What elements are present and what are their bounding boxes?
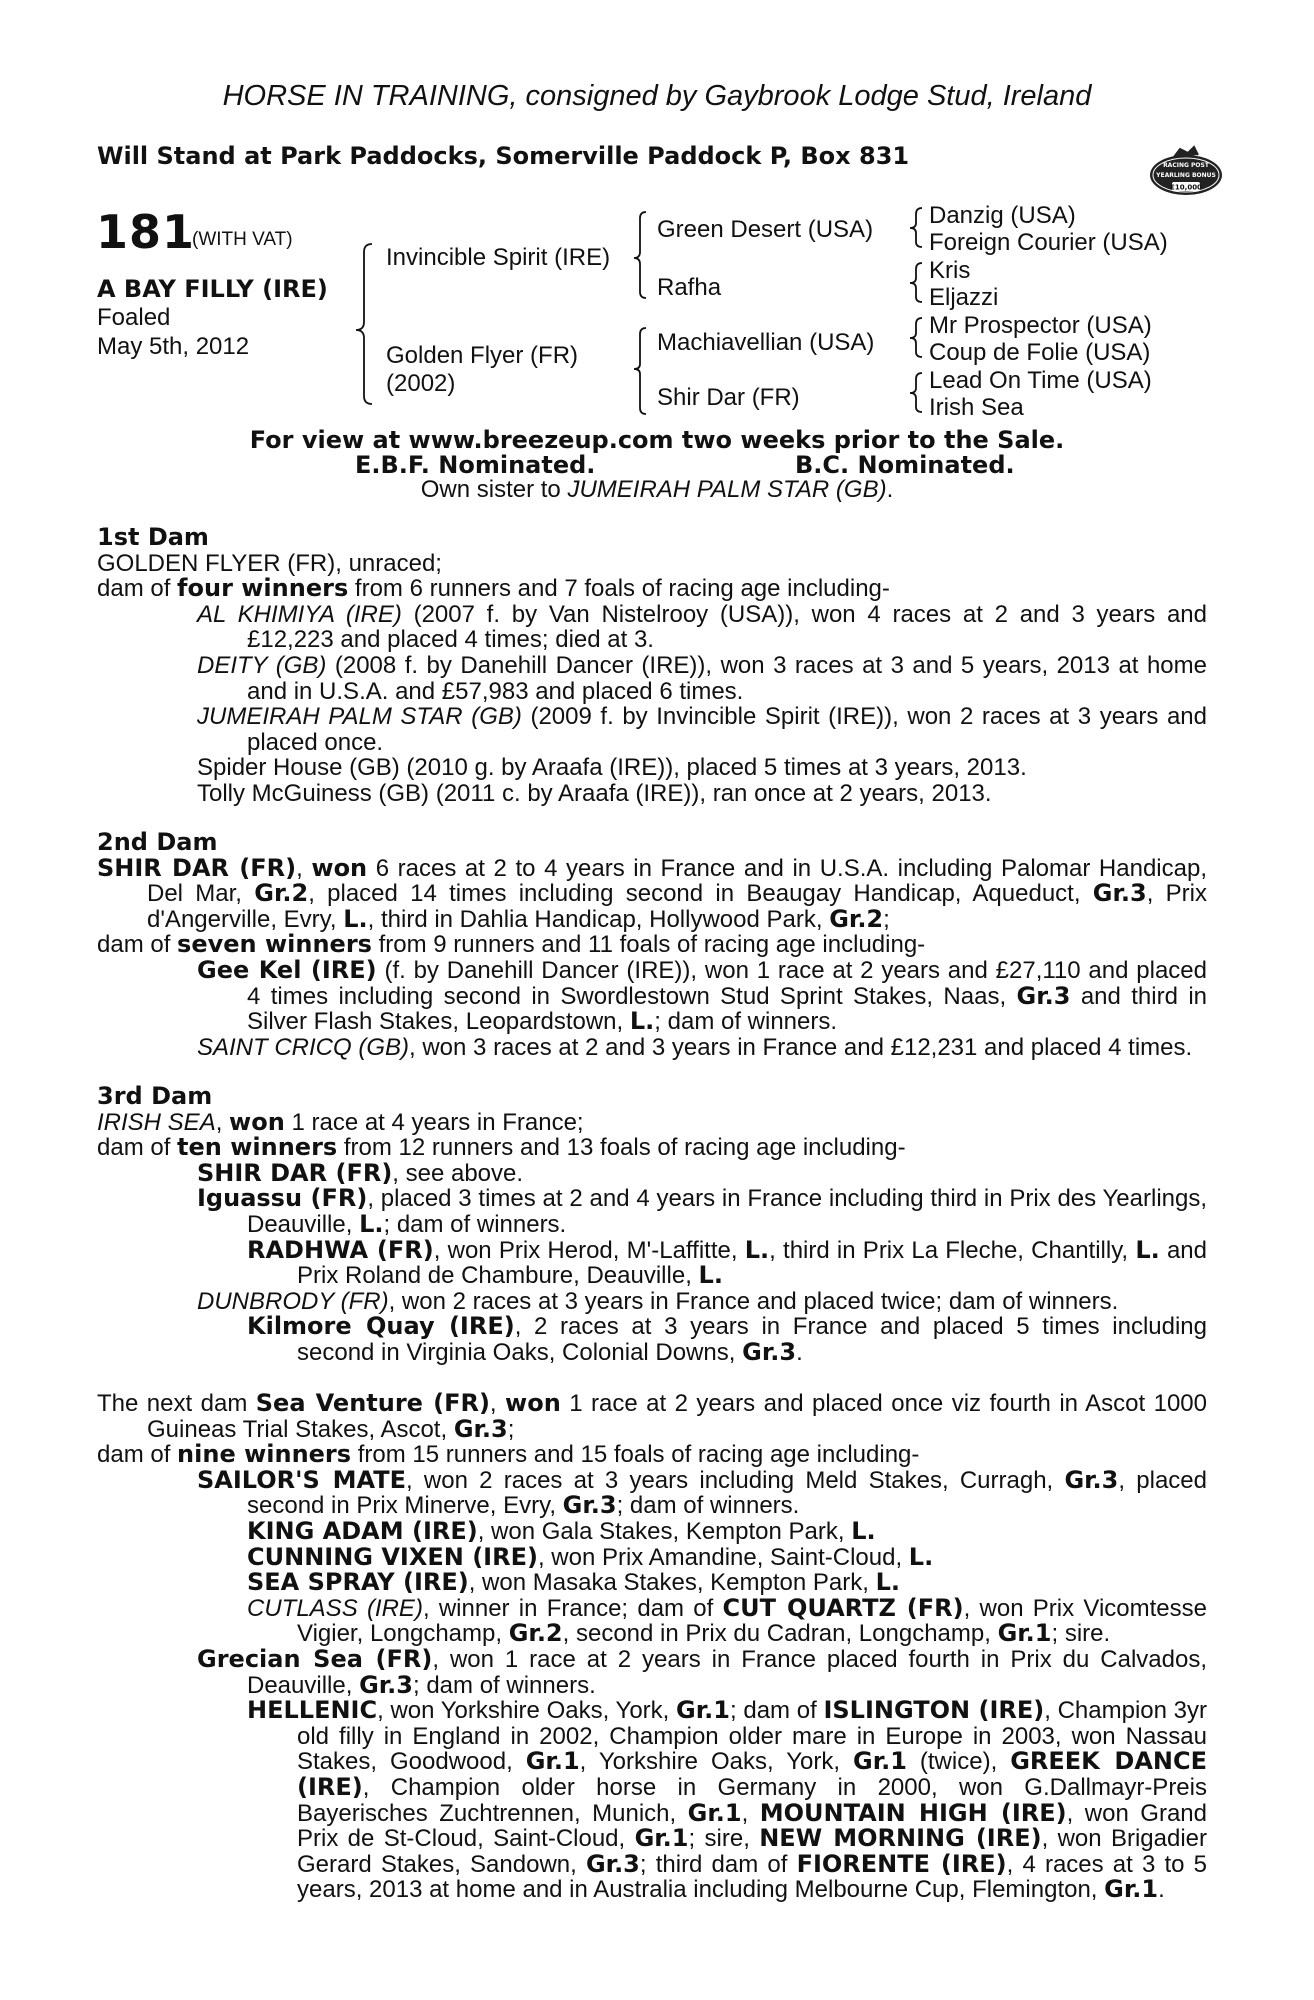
sister-note: Own sister to JUMEIRAH PALM STAR (GB). <box>420 476 894 503</box>
badge-top-text: RACING POST <box>1163 162 1209 169</box>
ped-g2: Foreign Courier (USA) <box>929 229 1168 256</box>
stand-location: Will Stand at Park Paddocks, Somerville Paddock P, Box 831 <box>97 142 910 170</box>
ped-g6: Coup de Folie (USA) <box>929 339 1151 366</box>
ped-dam-sire: Machiavellian (USA) <box>657 329 875 356</box>
ped-g4: Eljazzi <box>929 284 999 311</box>
ped-g1: Danzig (USA) <box>929 202 1076 229</box>
ped-dam: Golden Flyer (FR) <box>386 342 579 369</box>
bracket-dam <box>634 328 646 414</box>
ebf-nominated: E.B.F. Nominated. <box>355 451 596 479</box>
ped-sire-sire: Green Desert (USA) <box>657 216 874 243</box>
bracket-sire <box>634 212 646 298</box>
ped-g5: Mr Prospector (USA) <box>929 312 1152 339</box>
ped-dam-dam: Shir Dar (FR) <box>657 384 800 411</box>
first-dam-section: 1st Dam GOLDEN FLYER (FR), unraced; dam of four winners from 6 runners and 7 foals of racing age including- AL KHIMIYA (IRE) (2007 f. by Van Nistelrooy (USA)), won 4 races at 2 and 3 years and £12,223 and placed 4 times; died at 3. DEITY (GB) (2008 f. by Danehill Dancer (IRE)), won 3 races at 3 and 5 years, 2013 at home and in U.S.A. and £57,983 and placed 6 times. JUMEIRAH PALM STAR (GB) (2009 f. by Invincible Spirit (IRE)), won 2 races at 3 years and placed once. Spider House (GB) (2010 g. by Araafa (IRE)), placed 5 times at 3 years, 2013. Tolly McGuiness (GB) (2011 c. by Araafa (IRE)), ran once at 2 years, 2013. <box>97 523 1207 807</box>
badge-amount: £10,000 <box>1170 183 1202 192</box>
bracket-g56 <box>910 318 922 357</box>
badge-mid-text: YEARLING BONUS <box>1156 172 1216 179</box>
bracket-g12 <box>910 208 922 247</box>
second-dam-heading: 2nd Dam <box>97 828 218 856</box>
ped-g7: Lead On Time (USA) <box>929 367 1152 394</box>
vat-label: (WITH VAT) <box>192 229 293 250</box>
bracket-main <box>356 244 372 404</box>
ped-g8: Irish Sea <box>929 394 1024 421</box>
bracket-g34 <box>910 263 922 302</box>
horse-name: A BAY FILLY (IRE) <box>97 275 328 303</box>
next-dam-section: The next dam Sea Venture (FR), won 1 race at 2 years and placed once viz fourth in Ascot 1000 Guineas Trial Stakes, Ascot, Gr.3; dam of nine winners from 15 runners and 15 foals of racing age including- SAILOR'S MATE, won 2 races at 3 years including Meld Stakes, Curragh, Gr.3, placed second in Prix Minerve, Evry, Gr.3; dam of winners. KING ADAM (IRE), won Gala Stakes, Kempton Park, L. CUNNING VIXEN (IRE), won Prix Amandine, Saint-Cloud, L. SEA SPRAY (IRE), won Masaka Stakes, Kempton Park, L. CUTLASS (IRE), winner in France; dam of CUT QUARTZ (FR), won Prix Vicomtesse Vigier, Longchamp, Gr.2, second in Prix du Cadran, Longchamp, Gr.1; sire. Grecian Sea (FR), won 1 race at 2 years in France placed fourth in Prix du Calvados, Deauville, Gr.3; dam of winners. HELLENIC, won Yorkshire Oaks, York, Gr.1; dam of ISLINGTON (IRE), Champion 3yr old filly in England in 2002, Champion older mare in Europe in 2003, won Nassau Stakes, Goodwood, Gr.1, Yorkshire Oaks, York, Gr.1 (twice), GREEK DANCE (IRE), Champion older horse in Germany in 2000, won G.Dallmayr-Preis Bayerisches Zuchtrennen, Munich, Gr.1, MOUNTAIN HIGH (IRE), won Grand Prix de St-Cloud, Saint-Cloud, Gr.1; sire, NEW MORNING (IRE), won Brigadier Gerard Stakes, Sandown, Gr.3; third dam of FIORENTE (IRE), 4 races at 3 to 5 years, 2013 at home and in Australia including Melbourne Cup, Flemington, Gr.1. <box>97 1389 1208 1904</box>
ped-g3: Kris <box>929 257 971 284</box>
bc-nominated: B.C. Nominated. <box>795 451 1015 479</box>
foaled-label: Foaled <box>97 304 171 331</box>
ped-sire-dam: Rafha <box>657 274 722 301</box>
third-dam-section: 3rd Dam IRISH SEA, won 1 race at 4 years in France; dam of ten winners from 12 runners and 13 foals of racing age including- SHIR DAR (FR), see above. Iguassu (FR), placed 3 times at 2 and 4 years in France including third in Prix des Yearlings, Deauville, L.; dam of winners. RADHWA (FR), won Prix Herod, M'-Laffitte, L., third in Prix La Fleche, Chantilly, L. and Prix Roland de Chambure, Deauville, L. DUNBRODY (FR), won 2 races at 3 years in France and placed twice; dam of winners. Kilmore Quay (IRE), 2 races at 3 years in France and placed 5 times including second in Virginia Oaks, Colonial Downs, Gr.3. <box>97 1082 1208 1366</box>
view-note: For view at www.breezeup.com two weeks prior to the Sale. <box>249 426 1065 454</box>
sister-name: JUMEIRAH PALM STAR (GB) <box>567 476 887 503</box>
lot-number: 181 <box>96 205 196 259</box>
ped-dam-year: (2002) <box>386 370 456 397</box>
second-dam-section: 2nd Dam SHIR DAR (FR), won 6 races at 2 to 4 years in France and in U.S.A. including Palomar Handicap, Del Mar, Gr.2, placed 14 times including second in Beaugay Handicap, Aqueduct, Gr.3, Prix d'Angerville, Evry, L., third in Dahlia Handicap, Hollywood Park, Gr.2; dam of seven winners from 9 runners and 11 foals of racing age including- Gee Kel (IRE) (f. by Danehill Dancer (IRE)), won 1 race at 2 years and £27,110 and placed 4 times including second in Swordlestown Stud Sprint Stakes, Naas, Gr.3 and third in Silver Flash Stakes, Leopardstown, L.; dam of winners. SAINT CRICQ (GB), won 3 races at 2 and 3 years in France and £12,231 and placed 4 times. <box>97 828 1208 1061</box>
ped-sire: Invincible Spirit (IRE) <box>386 244 611 271</box>
page-title: HORSE IN TRAINING, consigned by Gaybrook Lodge Stud, Ireland <box>222 80 1092 112</box>
bracket-g78 <box>910 373 922 412</box>
first-dam-heading: 1st Dam <box>97 523 209 551</box>
foaled-date: May 5th, 2012 <box>97 333 250 360</box>
third-dam-heading: 3rd Dam <box>97 1082 213 1110</box>
